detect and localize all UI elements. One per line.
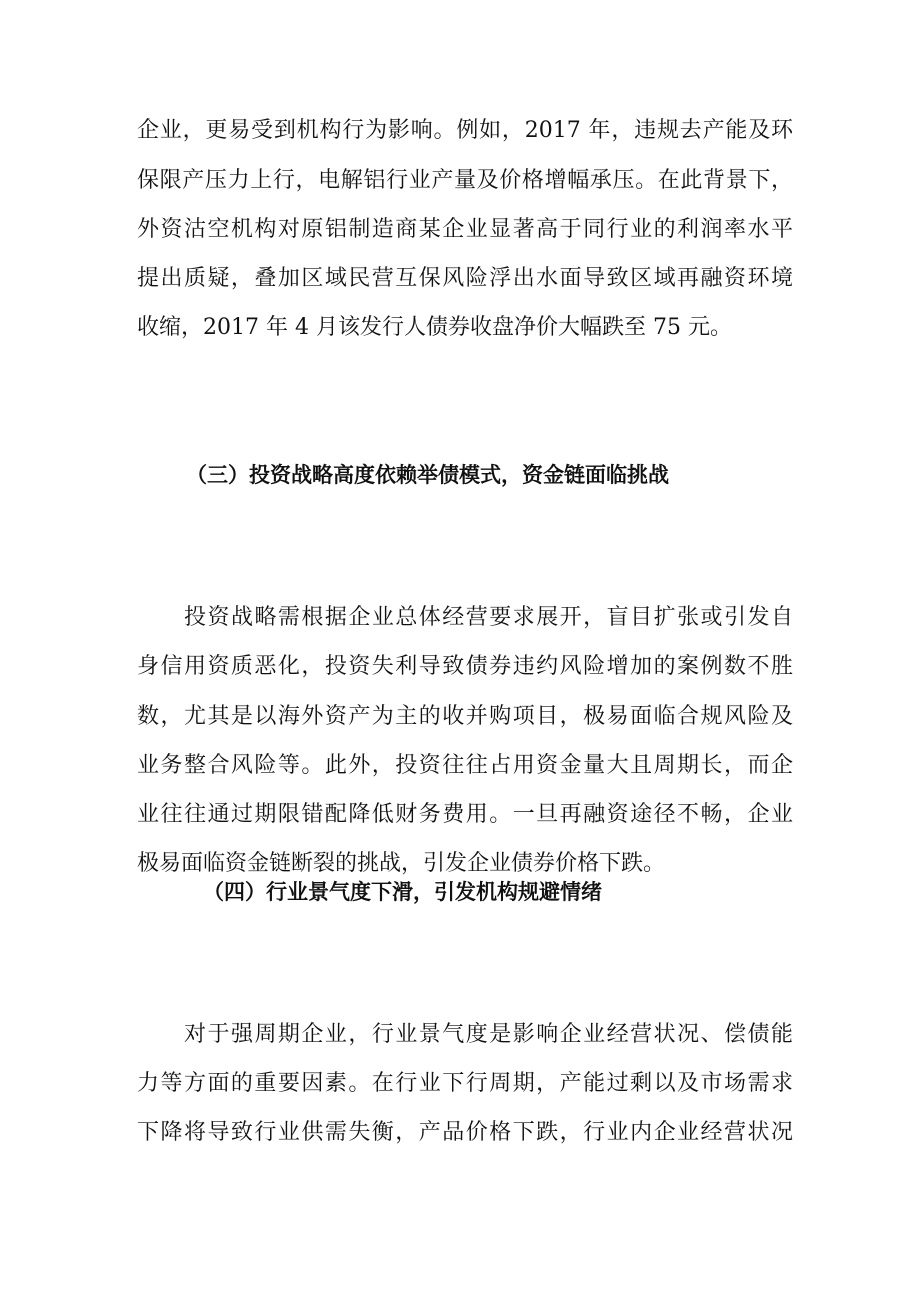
- section-heading-4: （四）行业景气度下滑，引发机构规避情绪: [203, 880, 602, 904]
- section-heading-3: （三）投资战略高度依赖举债模式，资金链面临挑战: [186, 463, 669, 487]
- paragraph-line: 对于强周期企业，行业景气度是影响企业经营状况、偿债能: [184, 1022, 793, 1047]
- paragraph-line: 企业，更易受到机构行为影响。例如，2017 年，违规去产能及环: [137, 118, 793, 143]
- paragraph-line: 提出质疑，叠加区域民营互保风险浮出水面导致区域再融资环境: [137, 266, 793, 291]
- paragraph-line: 外资沽空机构对原铝制造商某企业显著高于同行业的利润率水平: [137, 217, 793, 242]
- paragraph-line: 数，尤其是以海外资产为主的收并购项目，极易面临合规风险及: [137, 704, 793, 729]
- paragraph-line: 业务整合风险等。此外，投资往往占用资金量大且周期长，而企: [137, 753, 793, 778]
- paragraph-line: 力等方面的重要因素。在行业下行周期，产能过剩以及市场需求: [137, 1071, 793, 1096]
- paragraph-line: 投资战略需根据企业总体经营要求展开，盲目扩张或引发自: [184, 605, 793, 630]
- paragraph-line: 下降将导致行业供需失衡，产品价格下跌，行业内企业经营状况: [137, 1120, 793, 1145]
- paragraph-line: 业往往通过期限错配降低财务费用。一旦再融资途径不畅，企业: [137, 802, 793, 827]
- paragraph-line: 保限产压力上行，电解铝行业产量及价格增幅承压。在此背景下，: [137, 168, 793, 193]
- paragraph-line: 收缩，2017 年 4 月该发行人债券收盘净价大幅跌至 75 元。: [137, 315, 732, 340]
- paragraph-line: 身信用资质恶化，投资失利导致债券违约风险增加的案例数不胜: [137, 654, 793, 679]
- paragraph-line: 极易面临资金链断裂的挑战，引发企业债券价格下跌。: [137, 851, 666, 876]
